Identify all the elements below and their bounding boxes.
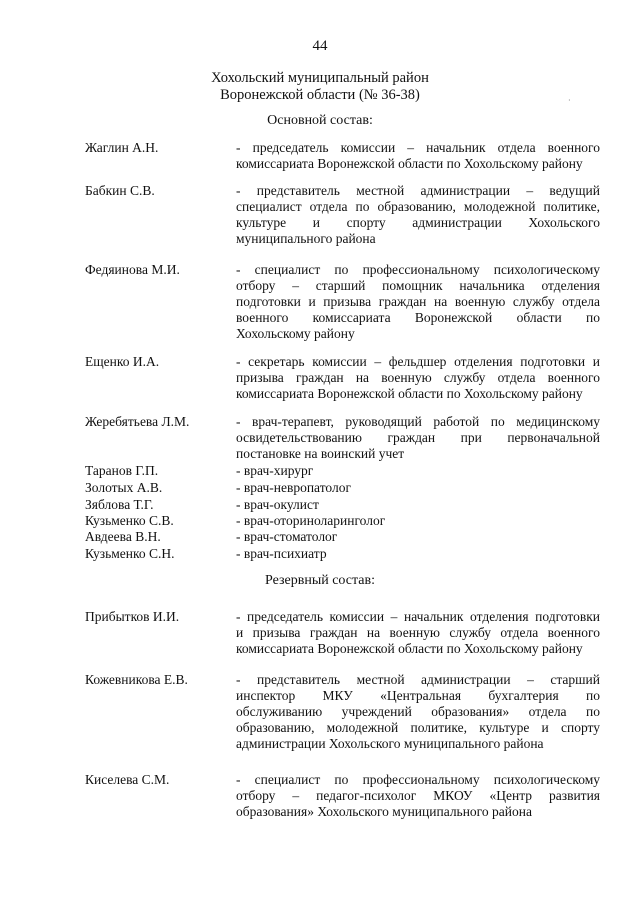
member-role-line: - врач-психиатр <box>236 546 327 561</box>
member-role <box>236 463 600 479</box>
member-role-line: - представитель местной администрации – старший <box>236 672 600 687</box>
member-name: Авдеева В.Н. <box>85 529 161 544</box>
member-role-line: военного комиссариата Воронежской области по <box>236 310 600 325</box>
member-role <box>236 772 600 820</box>
member-role-line: отбору – старший помощник начальника отделения <box>236 278 600 293</box>
member-role-line: культуре и спорту администрации Хохольского <box>236 215 600 230</box>
member-role-line: - специалист по профессиональному психологическому <box>236 772 600 787</box>
member-role <box>236 140 600 172</box>
member-role-line: инспектор МКУ «Центральная бухгалтерия по <box>236 688 600 703</box>
member-role <box>236 513 600 529</box>
member-name: Кожевникова Е.В. <box>85 672 188 687</box>
member-role-line: подготовки и призыва граждан на военную службу отдела <box>236 294 600 309</box>
member-role-line: специалист отдела по образованию, молодежной политике, <box>236 199 600 214</box>
member-name: Бабкин С.В. <box>85 183 155 198</box>
member-name: Ещенко И.А. <box>85 354 160 369</box>
member-name: Жаглин А.Н. <box>85 140 159 155</box>
member-role <box>236 497 600 513</box>
member-role <box>236 183 600 247</box>
member-role-line: - секретарь комиссии – фельдшер отделения подготовки и <box>236 354 600 369</box>
member-role-line: призыва граждан на военную службу отдела военного <box>236 370 600 385</box>
member-name: Киселева С.М. <box>85 772 170 787</box>
member-role-line: - врач-оториноларинголог <box>236 513 386 528</box>
member-role-line: - врач-окулист <box>236 497 319 512</box>
member-role-line: освидетельствованию граждан при первоначальной <box>236 430 600 445</box>
heading-line-2: Воронежской области (№ 36-38) <box>220 87 420 103</box>
stray-mark: · <box>568 96 571 105</box>
heading-line-1: Хохольский муниципальный район <box>211 70 429 86</box>
member-role <box>236 609 600 657</box>
member-role-line: администрации Хохольского муниципального района <box>236 736 544 751</box>
member-role-line: Хохольскому району <box>236 326 355 341</box>
member-role-line: образованию, молодежной политике, культуре и спорту <box>236 720 600 735</box>
member-name: Федяинова М.И. <box>85 262 180 277</box>
member-role-line: комиссариата Воронежской области по Хохольскому району <box>236 156 583 171</box>
member-role-line: - врач-стоматолог <box>236 529 338 544</box>
member-role <box>236 354 600 402</box>
member-role <box>236 672 600 752</box>
member-role-line: образования» Хохольского муниципального района <box>236 804 532 819</box>
member-role-line: - врач-хирург <box>236 463 314 478</box>
member-role-line: и призыва граждан на военную службу отдела военного <box>236 625 600 640</box>
member-name: Жеребятьева Л.М. <box>85 414 190 429</box>
member-role-line: - председатель комиссии – начальник отдела военного <box>236 140 600 155</box>
member-name: Зяблова Т.Г. <box>85 497 154 512</box>
member-role-line: комиссариата Воронежской области по Хохольскому району <box>236 386 583 401</box>
member-role-line: - врач-невропатолог <box>236 480 352 495</box>
member-name: Кузьменко С.В. <box>85 513 174 528</box>
member-role-line: постановке на воинский учет <box>236 446 405 461</box>
member-role <box>236 414 600 462</box>
page-number: 44 <box>312 38 328 54</box>
member-role-line: - представитель местной администрации – ведущий <box>236 183 600 198</box>
reserve-composition-title: Резервный состав: <box>264 573 375 588</box>
member-name: Прибытков И.И. <box>85 609 180 624</box>
member-name: Золотых А.В. <box>85 480 163 495</box>
member-role-line: обслуживанию учреждений образования» отдела по <box>236 704 600 719</box>
member-name: Таранов Г.П. <box>85 463 159 478</box>
member-role-line: - специалист по профессиональному психологическому <box>236 262 600 277</box>
member-role <box>236 546 600 562</box>
member-role <box>236 529 600 545</box>
document-heading <box>0 70 640 104</box>
member-role <box>236 480 600 496</box>
member-role-line: - врач-терапевт, руководящий работой по медицинскому <box>236 414 600 429</box>
member-role-line: отбору – педагог-психолог МКОУ «Центр развития <box>236 788 600 803</box>
member-name: Кузьменко С.Н. <box>85 546 175 561</box>
member-role <box>236 262 600 342</box>
main-composition-title: Основной состав: <box>267 113 373 128</box>
member-role-line: - председатель комиссии – начальник отделения подготовки <box>236 609 600 624</box>
member-role-line: муниципального района <box>236 231 376 246</box>
member-role-line: комиссариата Воронежской области по Хохольскому району <box>236 641 583 656</box>
